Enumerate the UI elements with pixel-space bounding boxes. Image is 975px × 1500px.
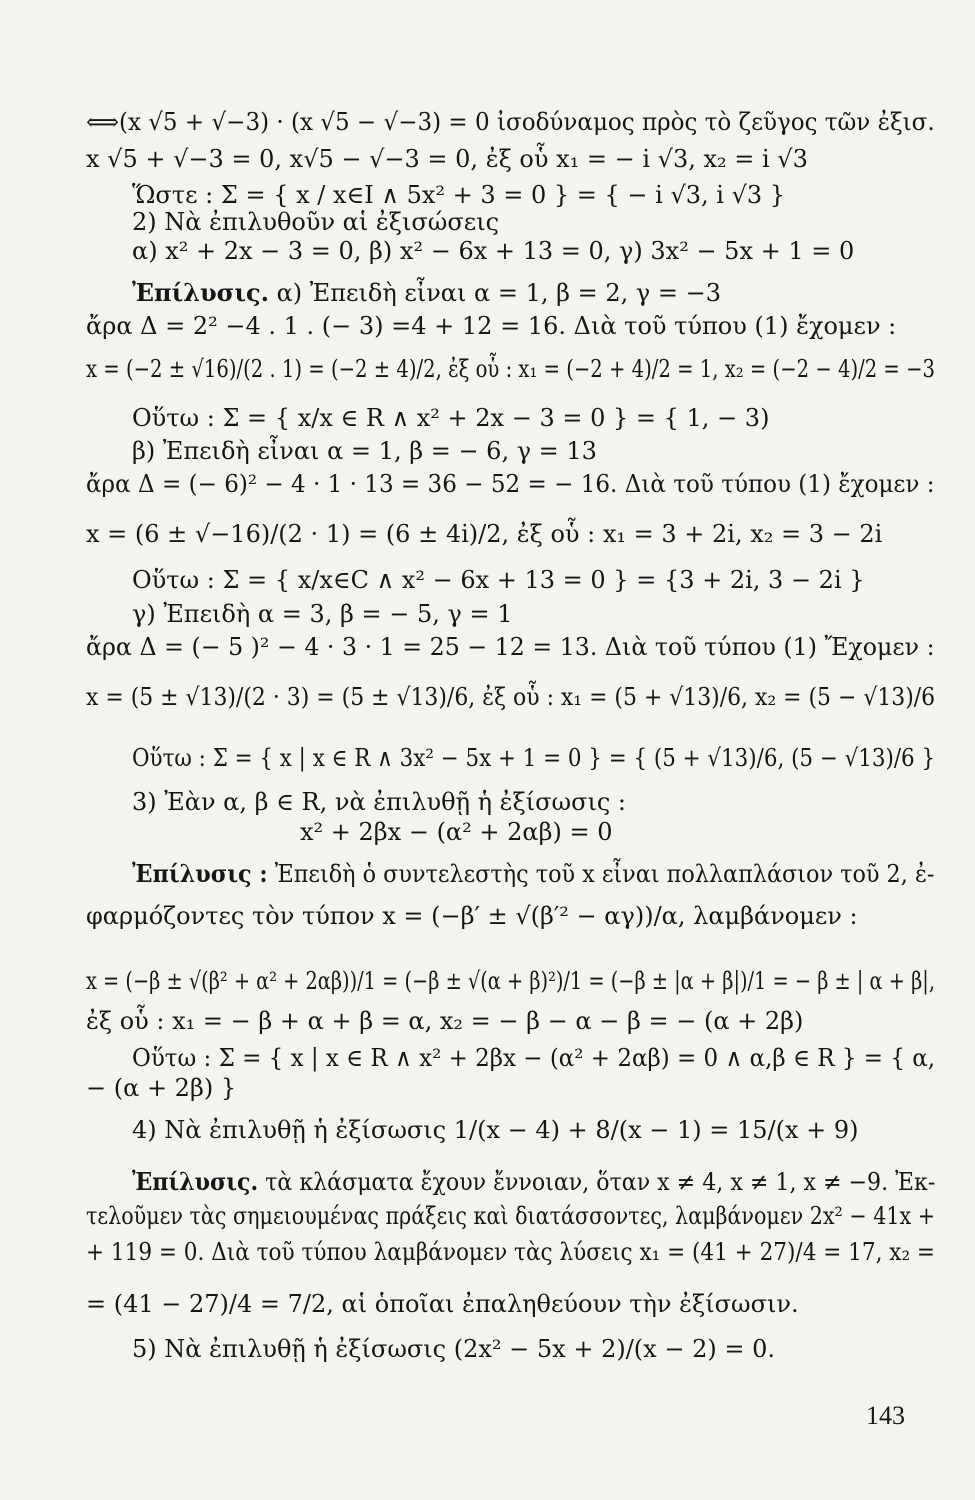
solution-label: Ἐπίλυσις : <box>132 859 268 888</box>
book-page: ⟺(x √5 + √−3) · (x √5 − √−3) = 0 ἰσοδύναμος πρὸς τὸ ζεῦγος τῶν ἐξισ. x √5 + √−3 = 0, x√5 − √−3 = 0, ἐξ οὗ x₁ = − i √3, x₂ = i √3 Ὥστε : Σ = { x / x∈I ∧ 5x² + 3 = 0 } = { − i √3, i √3 } 2) Νὰ ἐπιλυθοῦν αἱ ἐξισώσεις α) x² + 2x − 3 = 0, β) x² − 6x + 13 = 0, γ) 3x² − 5x + 1 = 0 Ἐπίλυσις. α) Ἐπειδὴ εἶναι α = 1, β = 2, γ = −3 ἄρα Δ = 2² −4 . 1 . (− 3) =4 + 12 = 16. Διὰ τοῦ τύπου (1) ἔχομεν : x = (−2 ± √16)/(2 . 1) = (−2 ± 4)/2, ἐξ οὗ : x₁ = (−2 + 4)/2 = 1, x₂ = (−2 − 4)/2 = −3 Οὕτω : Σ = { x/x ∈ R ∧ x² + 2x − 3 = 0 } = { 1, − 3) β) Ἐπειδὴ εἶναι α = 1, β = − 6, γ = 13 ἄρα Δ = (− 6)² − 4 · 1 · 13 = 36 − 52 = − 16. Διὰ τοῦ τύπου (1) ἔχομεν : x = (6 ± √−16)/(2 · 1) = (6 ± 4i)/2, ἐξ οὗ : x₁ = 3 + 2i, x₂ = 3 − 2i Οὕτω : Σ = { x/x∈C ∧ x² − 6x + 13 = 0 } = {3 + 2i, 3 − 2i } γ) Ἐπειδὴ α = 3, β = − 5, γ = 1 ἄρα Δ = (− 5 )² − 4 · 3 · 1 = 25 − 12 = 13. Διὰ τοῦ τύπου (1) Ἔχομεν : x = (5 ± √13)/(2 · 3) = (5 ± √13)/6, ἐξ οὗ : x₁ = (5 + √13)/6, x₂ = (5 − √13)/6 Οὕτω : Σ = { x | x ∈ R ∧ 3x² − 5x + 1 = 0 } = { (5 + √13)/6, (5 − √13)/6 } 3) Ἐὰν α, β ∈ R, νὰ ἐπιλυθῇ ἡ ἐξίσωσις : x² + 2βx − (α² + 2αβ) = 0 Ἐπίλυσις : Ἐπειδὴ ὁ συντελεστὴς τοῦ x εἶναι πολλαπλάσιον τοῦ 2, ἐ- φαρμόζοντες τὸν τύπον x = (−β′ ± √(β′² − αγ))/α, λαμβάνομεν : x = (−β ± √(β² + α² + 2αβ))/1 = (−β ± √(α + β)²)/1 = (−β ± |α + β|)/1 = − β ± | α + β|, ἐξ οὗ : x₁ = − β + α + β = α, x₂ = − β − α − β = − (α + 2β) Οὕτω : Σ = { x | x ∈ R ∧ x² + 2βx − (α² + 2αβ) = 0 ∧ α,β ∈ R } = { α, − (α + 2β) } 4) Νὰ ἐπιλυθῇ ἡ ἐξίσωσις 1/(x − 4) + 8/(x − 1) = 15/(x + 9) Ἐπίλυσις. τὰ κλάσματα ἔχουν ἔννοιαν, ὅταν x ≠ 4, x ≠ 1, x ≠ −9. Ἐκ- τελοῦμεν τὰς σημειουμένας πράξεις καὶ διατάσσοντες, λαμβάνομεν 2x² − 41x + + 119 = 0. Διὰ τοῦ τύπου λαμβάνομεν τὰς λύσεις x₁ = (41 + 27)/4 = 17, x₂ = = (41 − 27)/4 = 7/2, αἱ ὁποῖαι ἐπαληθεύουν τὴν ἐξίσωσιν. 5) Νὰ ἐπιλυθῇ ἡ ἐξίσωσις (2x² − 5x + 2)/(x − 2) = 0. 143 <box>86 108 936 1430</box>
solution-label: Ἐπίλυσις. <box>132 1167 259 1196</box>
solution-label: Ἐπίλυσις. <box>132 278 269 307</box>
